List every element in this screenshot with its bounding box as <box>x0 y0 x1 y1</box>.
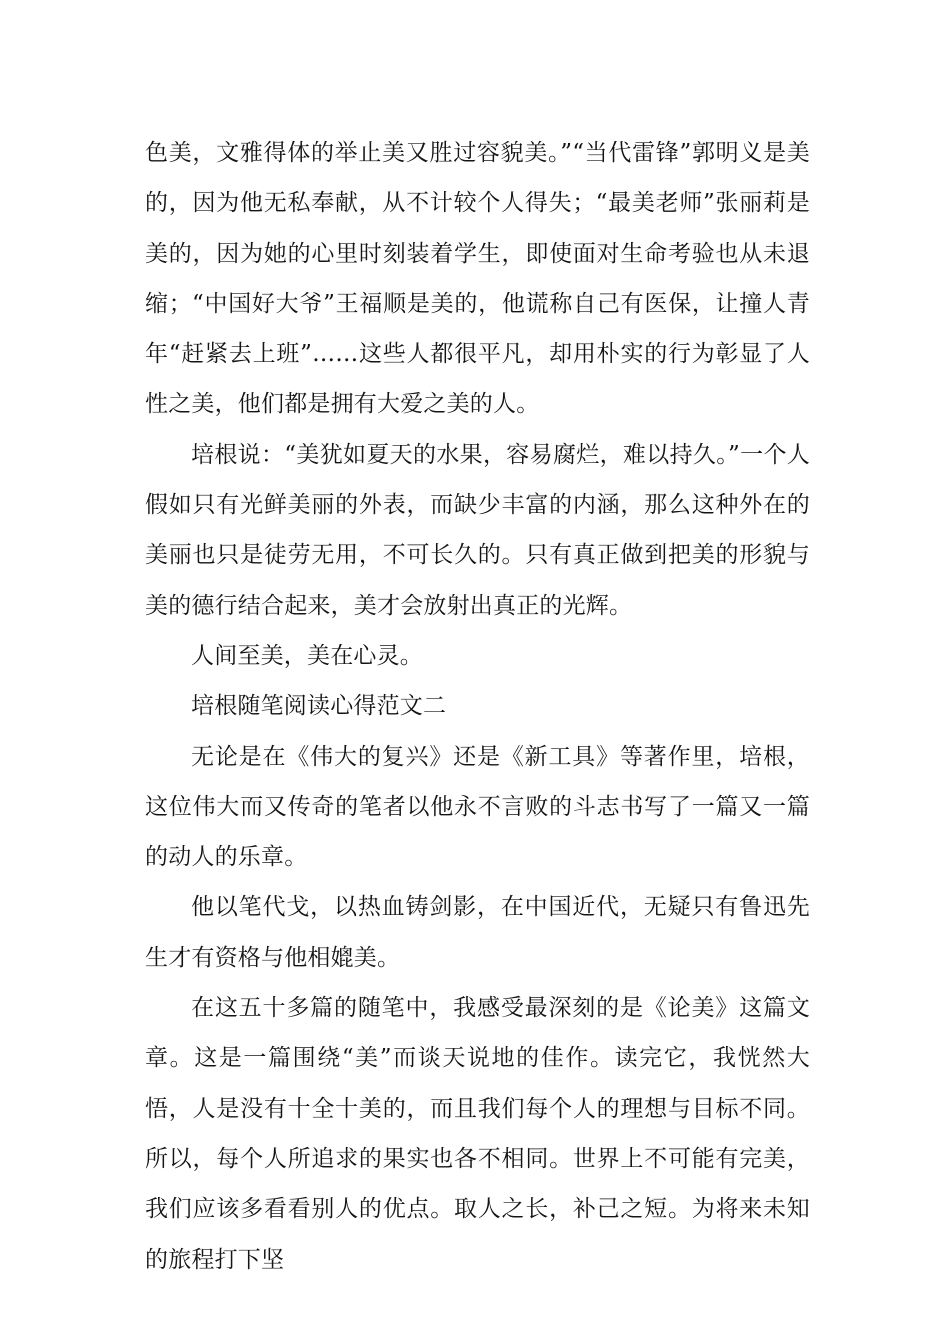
paragraph-continued-beauty-examples: 色美，文雅得体的举止美又胜过容貌美。”“当代雷锋”郭明义是美的，因为他无私奉献，从不计较个人得失；“最美老师”张丽莉是美的，因为她的心里时刻装着学生，即使面对生命考验也从未退缩；“中国好大爷”王福顺是美的，他谎称自己有医保，让撞人青年“赶紧去上班”……这些人都很平凡，却用朴实的行为彰显了人性之美，他们都是拥有大爱之美的人。 <box>145 140 810 418</box>
paragraph-bacon-quote: 培根说：“美犹如夏天的水果，容易腐烂，难以持久。”一个人假如只有光鲜美丽的外表，而缺少丰富的内涵，那么这种外在的美丽也只是徒劳无用，不可长久的。只有真正做到把美的形貌与美的德行结合起来，美才会放射出真正的光辉。 <box>145 441 810 619</box>
document-body <box>145 128 810 1285</box>
paragraph-bacon-works: 无论是在《伟大的复兴》还是《新工具》等著作里，培根，这位伟大而又传奇的笔者以他永不言败的斗志书写了一篇又一篇的动人的乐章。 <box>145 743 810 871</box>
section-heading: 培根随笔阅读心得范文二 <box>191 693 447 720</box>
paragraph-comparison: 他以笔代戈，以热血铸剑影，在中国近代，无疑只有鲁迅先生才有资格与他相媲美。 <box>145 894 810 971</box>
paragraph-conclusion: 人间至美，美在心灵。 <box>191 642 423 669</box>
paragraph-on-beauty-essay: 在这五十多篇的随笔中，我感受最深刻的是《论美》这篇文章。这是一篇围绕“美”而谈天说地的佳作。读完它，我恍然大悟，人是没有十全十美的，而且我们每个人的理想与目标不同。所以，每个人所追求的果实也各不相同。世界上不可能有完美，我们应该多看看别人的优点。取人之长，补己之短。为将来未知的旅程打下坚 <box>145 995 810 1273</box>
